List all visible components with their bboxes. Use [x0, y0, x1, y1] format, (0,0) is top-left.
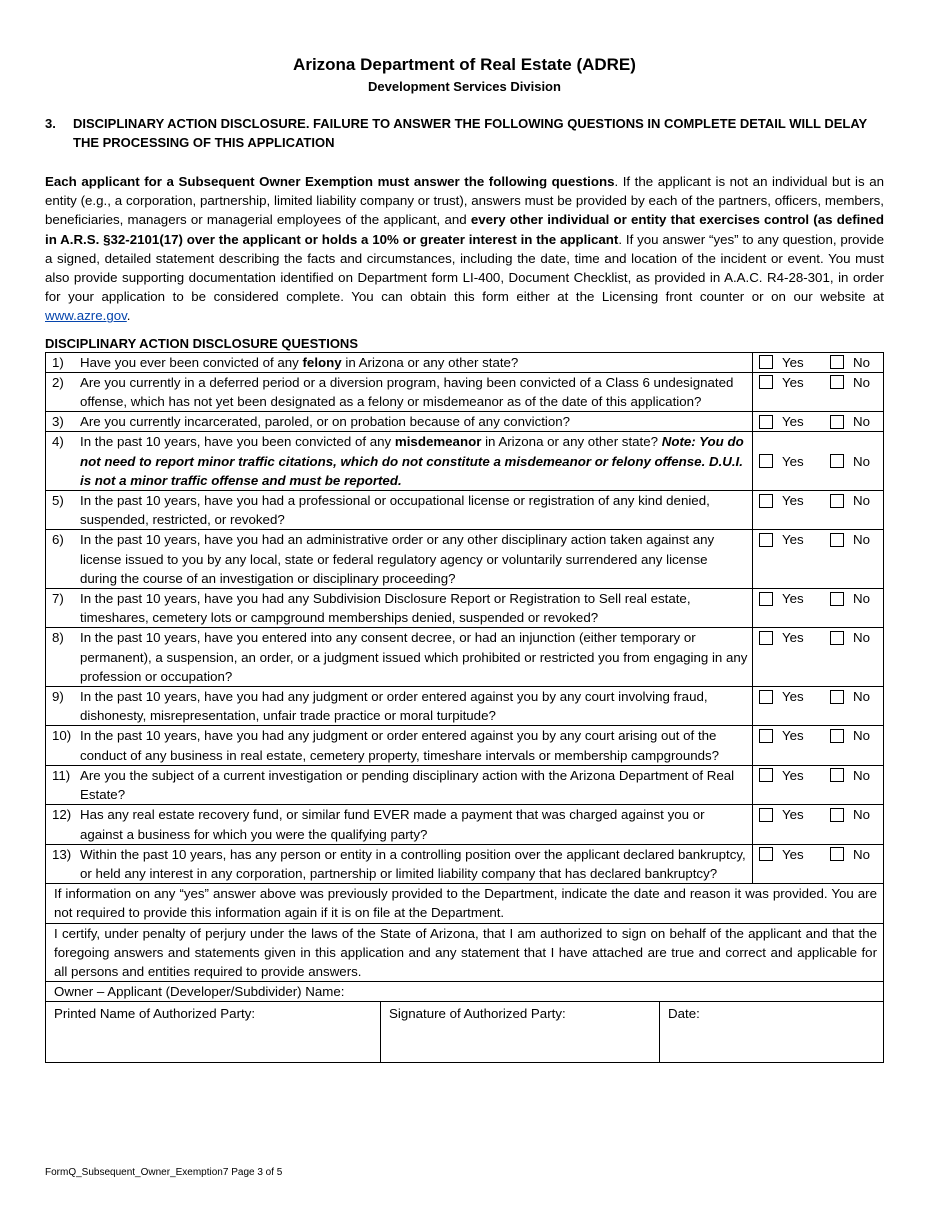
no-checkbox[interactable]	[830, 454, 844, 468]
question-cell	[46, 412, 753, 432]
yes-label: Yes	[782, 630, 804, 646]
question-row	[46, 628, 884, 687]
printed-name-label: Printed Name of Authorized Party:	[54, 1006, 256, 1022]
division-subtitle: Development Services Division	[368, 79, 561, 94]
no-label: No	[853, 728, 870, 744]
question-text	[80, 530, 748, 588]
yes-no-cell	[753, 805, 884, 844]
questions-body	[46, 352, 884, 883]
question-number: 6)	[52, 532, 64, 548]
no-label: No	[853, 630, 870, 646]
yes-no-cell	[753, 530, 884, 589]
question-pre: In the past 10 years, have you had a professional or occupational license or registration of any kind denied, suspended, restricted, or revoked?	[80, 493, 710, 528]
yes-checkbox[interactable]	[759, 729, 773, 743]
question-bold: felony	[302, 354, 342, 370]
yes-no-cell	[753, 844, 884, 883]
no-label: No	[853, 590, 870, 606]
yes-checkbox[interactable]	[759, 690, 773, 704]
question-text	[80, 412, 748, 431]
question-number: 13)	[52, 846, 72, 862]
yes-checkbox[interactable]	[759, 533, 773, 547]
no-label: No	[853, 807, 870, 823]
question-pre: Have you ever been convicted of any	[80, 354, 303, 370]
intro-bold-1: Each applicant for a Subsequent Owner Exemption must answer the following questions	[45, 174, 615, 189]
certification-row	[46, 923, 884, 982]
question-number: 1)	[52, 354, 64, 370]
question-text	[80, 628, 748, 686]
question-pre: In the past 10 years, have you had an administrative order or any other disciplinary action taken against any license issued to you by any local, state or federal regulatory agency or voluntarily surrendered any license during the course of an investigation or disciplinary proceeding?	[80, 532, 715, 586]
no-checkbox[interactable]	[830, 768, 844, 782]
question-row	[46, 589, 884, 628]
question-row	[46, 805, 884, 844]
question-pre: In the past 10 years, have you been convicted of any	[80, 434, 395, 450]
question-cell	[46, 844, 753, 883]
intro-text-2: . If you answer “yes” to any question, provide a signed, detailed statement describing the facts and circumstances, including the date, time and location of the incident or event. You must also provide supporting documentation identified on Department form LI-400, Document Checklist, as provided in A.A.C. R4-28-301, in order for your application to be considered complete. You can obtain this form either at the Licensing front counter or on our website at	[45, 231, 884, 305]
yes-no-cell	[753, 589, 884, 628]
no-checkbox[interactable]	[830, 592, 844, 606]
question-cell	[46, 432, 753, 491]
previously-provided-text: If information on any “yes” answer above was previously provided to the Department, indicate the date and reason it was provided. You are not required to provide this information again if it is on file at the Department.	[46, 884, 884, 923]
question-cell	[46, 372, 753, 411]
yes-no-cell	[753, 352, 884, 372]
question-number: 3)	[52, 414, 64, 430]
question-post: in Arizona or any other state?	[481, 434, 662, 450]
question-cell	[46, 589, 753, 628]
question-row	[46, 372, 884, 411]
no-checkbox[interactable]	[830, 355, 844, 369]
yes-no-cell	[753, 628, 884, 687]
question-text	[80, 353, 748, 372]
intro-text-3: .	[126, 308, 131, 324]
question-number: 12)	[52, 807, 72, 823]
yes-no-cell	[753, 726, 884, 765]
intro-paragraph	[45, 172, 884, 326]
question-text	[80, 845, 748, 883]
agency-title: Arizona Department of Real Estate (ADRE)	[293, 55, 636, 74]
no-checkbox[interactable]	[830, 690, 844, 704]
no-checkbox[interactable]	[830, 533, 844, 547]
yes-checkbox[interactable]	[759, 355, 773, 369]
question-row	[46, 491, 884, 530]
previously-provided-row	[46, 884, 884, 923]
question-text	[80, 373, 748, 411]
no-label: No	[853, 532, 870, 548]
yes-checkbox[interactable]	[759, 631, 773, 645]
yes-label: Yes	[782, 414, 804, 430]
yes-label: Yes	[782, 374, 804, 390]
certification-text: I certify, under penalty of perjury under the laws of the State of Arizona, that I am authorized to sign on behalf of the applicant and that the foregoing answers and statements given in this application and any statement that I have attached are true and correct and applicable for all persons and entities required to provide answers.	[46, 923, 884, 982]
questions-table	[45, 352, 884, 1003]
question-number: 8)	[52, 630, 64, 646]
question-number: 5)	[52, 493, 64, 509]
question-pre: Are you the subject of a current investigation or pending disciplinary action with the Arizona Department of Real Estate?	[80, 767, 735, 803]
question-pre: Are you currently incarcerated, paroled, or on probation because of any conviction?	[80, 414, 571, 430]
question-number: 4)	[52, 434, 64, 450]
questions-title: DISCIPLINARY ACTION DISCLOSURE QUESTIONS	[45, 335, 358, 351]
yes-label: Yes	[782, 453, 804, 469]
owner-name-field[interactable]	[46, 982, 884, 1002]
question-pre: Are you currently in a deferred period or a diversion program, having been convicted of a Class 6 undesignated offense, which has not yet been designated as a felony or misdemeanor as of the date of this application?	[80, 374, 734, 410]
question-pre: In the past 10 years, have you had any judgment or order entered against you by any court involving fraud, dishonesty, misrepresentation, unfair trade practice or moral turpitude?	[80, 689, 708, 724]
question-pre: Has any real estate recovery fund, or similar fund EVER made a payment that was charged against you or against a business for which you were the qualifying party?	[80, 807, 705, 842]
section-number: 3.	[45, 116, 56, 131]
yes-label: Yes	[782, 728, 804, 744]
yes-no-cell	[753, 372, 884, 411]
yes-label: Yes	[782, 590, 804, 606]
yes-checkbox[interactable]	[759, 847, 773, 861]
no-checkbox[interactable]	[830, 375, 844, 389]
question-row	[46, 530, 884, 589]
signature-label: Signature of Authorized Party:	[389, 1006, 566, 1022]
question-text	[80, 589, 748, 627]
section-heading-text: DISCIPLINARY ACTION DISCLOSURE. FAILURE TO ANSWER THE FOLLOWING QUESTIONS IN COMPLETE DETAIL WILL DELAY THE PROCESSING OF THIS APPLICATION	[73, 116, 867, 150]
yes-label: Yes	[782, 767, 804, 783]
yes-checkbox[interactable]	[759, 454, 773, 468]
question-number: 10)	[52, 728, 72, 744]
question-text	[80, 491, 748, 529]
question-number: 7)	[52, 591, 64, 607]
question-row	[46, 412, 884, 432]
question-cell	[46, 491, 753, 530]
yes-no-cell	[753, 765, 884, 804]
question-cell	[46, 765, 753, 804]
page-footer: FormQ_Subsequent_Owner_Exemption7 Page 3 of 5	[45, 1167, 283, 1178]
printed-name-field[interactable]	[46, 1002, 381, 1063]
yes-checkbox[interactable]	[759, 768, 773, 782]
no-checkbox[interactable]	[830, 847, 844, 861]
no-label: No	[853, 492, 870, 508]
question-row	[46, 765, 884, 804]
yes-label: Yes	[782, 846, 804, 862]
question-pre: In the past 10 years, have you had any judgment or order entered against you by any court arising out of the conduct of any business in real estate, cemetery property, timeshare intervals or membership campgrounds?	[80, 728, 720, 763]
question-cell	[46, 805, 753, 844]
question-bold: misdemeanor	[394, 434, 482, 450]
no-label: No	[853, 354, 870, 370]
no-label: No	[853, 688, 870, 704]
no-checkbox[interactable]	[830, 631, 844, 645]
question-text	[80, 687, 748, 725]
no-label: No	[853, 414, 870, 430]
intro-text-1: . If the applicant is not an individual but is an entity (e.g., a corporation, partnership, limited liability company or trust), answers must be provided by each of the partners, officers, members, beneficiaries, managers or managerial employees of the applicant, and	[45, 174, 885, 228]
no-label: No	[853, 767, 870, 783]
date-label: Date:	[668, 1006, 700, 1022]
no-checkbox[interactable]	[830, 415, 844, 429]
question-note: Note: You do not need to report minor traffic citations, which do not constitute a misdemeanor or felony offense. D.U.I. is not a minor traffic offense and must be reported.	[80, 434, 744, 488]
question-number: 11)	[52, 767, 71, 783]
question-cell	[46, 726, 753, 765]
yes-checkbox[interactable]	[759, 808, 773, 822]
date-field[interactable]	[660, 1002, 884, 1063]
question-pre: Within the past 10 years, has any person or entity in a controlling position over the applicant declared bankruptcy, or held any interest in any corporation, partnership or limited liability company that has declared bankruptcy?	[80, 846, 746, 881]
yes-no-cell	[753, 412, 884, 432]
question-number: 2)	[52, 374, 64, 390]
yes-checkbox[interactable]	[759, 415, 773, 429]
yes-checkbox[interactable]	[759, 375, 773, 389]
question-text	[80, 766, 748, 804]
intro-bold-2: every other individual or entity that exercises control (as defined in A.R.S. §32-2101(17) over the applicant or holds a 10% or greater interest in the applicant	[45, 212, 884, 247]
yes-label: Yes	[782, 807, 804, 823]
question-cell	[46, 530, 753, 589]
no-checkbox[interactable]	[830, 729, 844, 743]
question-post: in Arizona or any other state?	[341, 354, 519, 370]
no-label: No	[853, 453, 870, 469]
yes-label: Yes	[782, 492, 804, 508]
question-cell	[46, 628, 753, 687]
question-text	[80, 432, 748, 490]
question-cell	[46, 352, 753, 372]
owner-name-row	[46, 982, 884, 1002]
yes-no-cell	[753, 432, 884, 491]
question-text	[80, 805, 748, 843]
signature-field[interactable]	[381, 1002, 660, 1063]
yes-checkbox[interactable]	[759, 592, 773, 606]
yes-no-cell	[753, 491, 884, 530]
owner-name-label: Owner – Applicant (Developer/Subdivider) Name:	[54, 984, 345, 1000]
question-pre: In the past 10 years, have you had any Subdivision Disclosure Report or Registration to Sell real estate, timeshares, cemetery lots or campground memberships denied, suspended or revoked?	[80, 591, 691, 626]
no-checkbox[interactable]	[830, 808, 844, 822]
question-row	[46, 844, 884, 883]
section-heading	[45, 114, 884, 152]
no-label: No	[853, 846, 870, 862]
yes-no-cell	[753, 687, 884, 726]
question-text	[80, 726, 748, 764]
form-page	[45, 54, 884, 1063]
no-label: No	[853, 374, 870, 390]
question-pre: In the past 10 years, have you entered into any consent decree, or had an injunction (either temporary or permanent), a suspension, an order, or a judgment issued which prohibited or restricted you from engaging in any profession or occupation?	[80, 630, 748, 684]
no-checkbox[interactable]	[830, 494, 844, 508]
question-cell	[46, 687, 753, 726]
yes-label: Yes	[782, 688, 804, 704]
question-row	[46, 726, 884, 765]
website-link[interactable]: www.azre.gov	[45, 308, 127, 324]
signature-table	[45, 1002, 884, 1063]
question-row	[46, 352, 884, 372]
question-row	[46, 432, 884, 491]
question-row	[46, 687, 884, 726]
yes-label: Yes	[782, 532, 804, 548]
question-number: 9)	[52, 689, 64, 705]
yes-label: Yes	[782, 354, 804, 370]
yes-checkbox[interactable]	[759, 494, 773, 508]
